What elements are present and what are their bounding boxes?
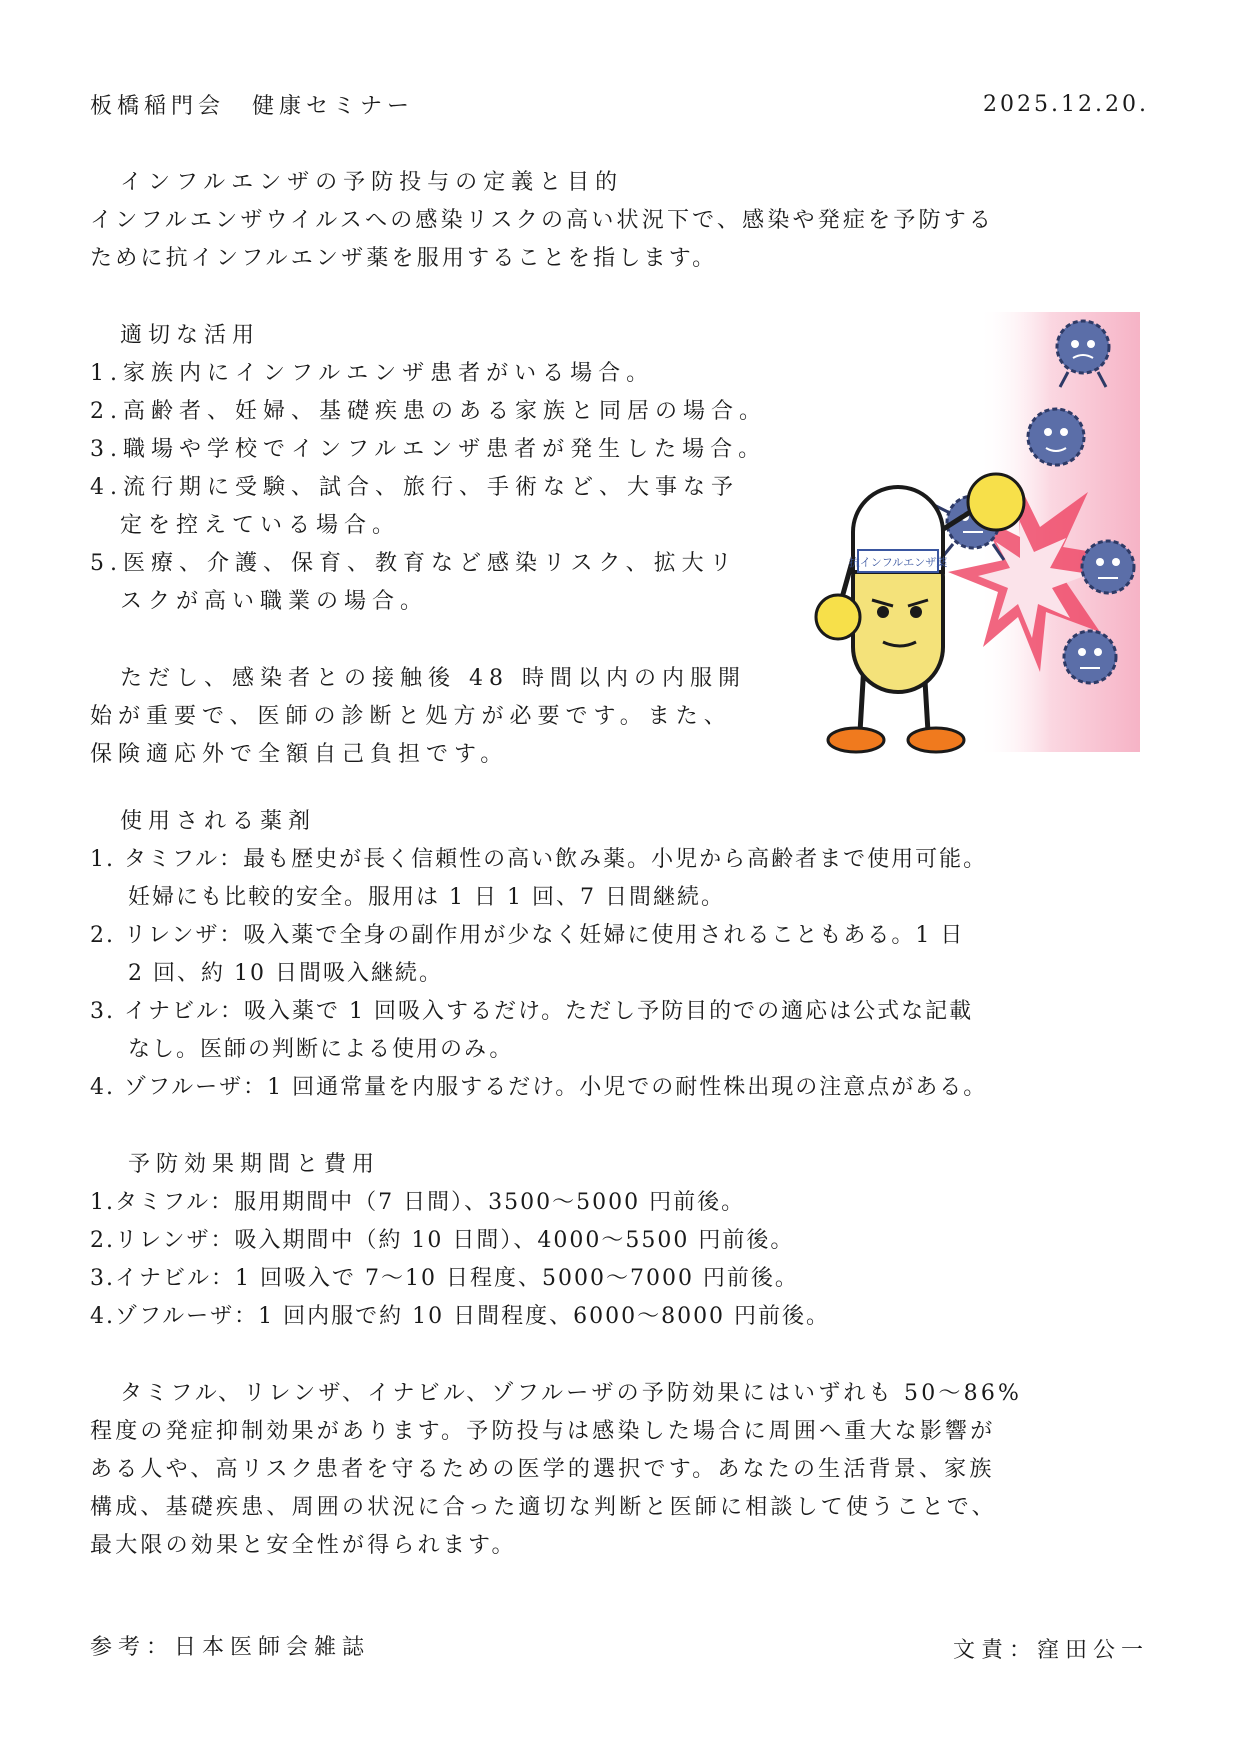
header-date: 2025.12.20. — [983, 92, 1149, 117]
virus-icon — [1064, 631, 1116, 683]
virus-icon — [1028, 409, 1084, 465]
usage-item: 2.高齢者、妊婦、基礎疾患のある家族と同居の場合。 — [90, 399, 767, 424]
summary-line: 程度の発症抑制効果があります。予防投与は感染した場合に周囲へ重大な影響が — [90, 1419, 996, 1444]
drug-item: 3. イナビル：吸入薬で 1 回吸入するだけ。ただし予防目的での適応は公式な記載 — [90, 999, 974, 1024]
cost-heading: 予防効果期間と費用 — [128, 1152, 381, 1177]
drug-item: 4. ゾフルーザ：1 回通常量を内服するだけ。小児での耐性株出現の注意点がある。 — [90, 1075, 988, 1100]
usage-item-continuation: 定を控えている場合。 — [120, 513, 401, 538]
usage-item-continuation: スクが高い職業の場合。 — [120, 589, 429, 614]
drugs-heading: 使用される薬剤 — [120, 809, 317, 834]
drug-item-continuation: 妊婦にも比較的安全。服用は 1 日 1 回、7 日間継続。 — [128, 885, 725, 910]
cost-item: 3.イナビル：1 回吸入で 7～10 日程度、5000～7000 円前後。 — [90, 1266, 799, 1291]
usage-item: 1.家族内にインフルエンザ患者がいる場合。 — [90, 361, 655, 386]
cost-item: 2.リレンザ：吸入期間中（約 10 日間）、4000～5500 円前後。 — [90, 1228, 795, 1253]
drug-item-continuation: なし。医師の判断による使用のみ。 — [128, 1037, 514, 1062]
summary-line: 構成、基礎疾患、周囲の状況に合った適切な判断と医師に相談して使うことで、 — [90, 1495, 997, 1520]
cost-item: 1.タミフル：服用期間中（7 日間）、3500～5000 円前後。 — [90, 1190, 746, 1215]
virus-icon — [1082, 541, 1134, 593]
cost-item: 4.ゾフルーザ：1 回内服で約 10 日間程度、6000～8000 円前後。 — [90, 1304, 831, 1329]
definition-line: インフルエンザウイルスへの感染リスクの高い状況下で、感染や発症を予防する — [90, 208, 995, 233]
footer-reference: 参考：日本医師会雑誌 — [90, 1635, 371, 1660]
usage-heading: 適切な活用 — [120, 323, 261, 348]
pill-label: 抗インフルエンザ薬 — [848, 556, 948, 569]
drug-item: 2. リレンザ：吸入薬で全身の副作用が少なく妊婦に使用されることもある。1 日 — [90, 923, 965, 948]
usage-item: 5.医療、介護、保育、教育など感染リスク、拡大リ — [90, 551, 738, 576]
header-title: 板橋稲門会 健康セミナー — [90, 94, 415, 119]
footer-author: 文責：窪田公一 — [952, 1638, 1149, 1663]
usage-item: 4.流行期に受験、試合、旅行、手術など、大事な予 — [90, 475, 739, 500]
usage-note-line: 保険適応外で全額自己負担です。 — [90, 742, 509, 767]
usage-note-line: ただし、感染者との接触後 48 時間以内の内服開 — [120, 666, 746, 691]
summary-line: タミフル、リレンザ、イナビル、ゾフルーザの予防効果にはいずれも 50～86% — [120, 1381, 1023, 1406]
pill-vs-virus-illustration — [808, 312, 1140, 782]
summary-line: 最大限の効果と安全性が得られます。 — [90, 1533, 517, 1558]
drug-item: 1. タミフル：最も歴史が長く信頼性の高い飲み薬。小児から高齢者まで使用可能。 — [90, 847, 988, 872]
usage-note-line: 始が重要で、医師の診断と処方が必要です。また、 — [90, 704, 732, 729]
drug-item-continuation: 2 回、約 10 日間吸入継続。 — [128, 961, 443, 986]
usage-item: 3.職場や学校でインフルエンザ患者が発生した場合。 — [90, 437, 767, 462]
definition-heading: インフルエンザの予防投与の定義と目的 — [120, 170, 624, 195]
definition-line: ために抗インフルエンザ薬を服用することを指します。 — [90, 246, 718, 271]
summary-line: ある人や、高リスク患者を守るための医学的選択です。あなたの生活背景、家族 — [90, 1457, 995, 1482]
